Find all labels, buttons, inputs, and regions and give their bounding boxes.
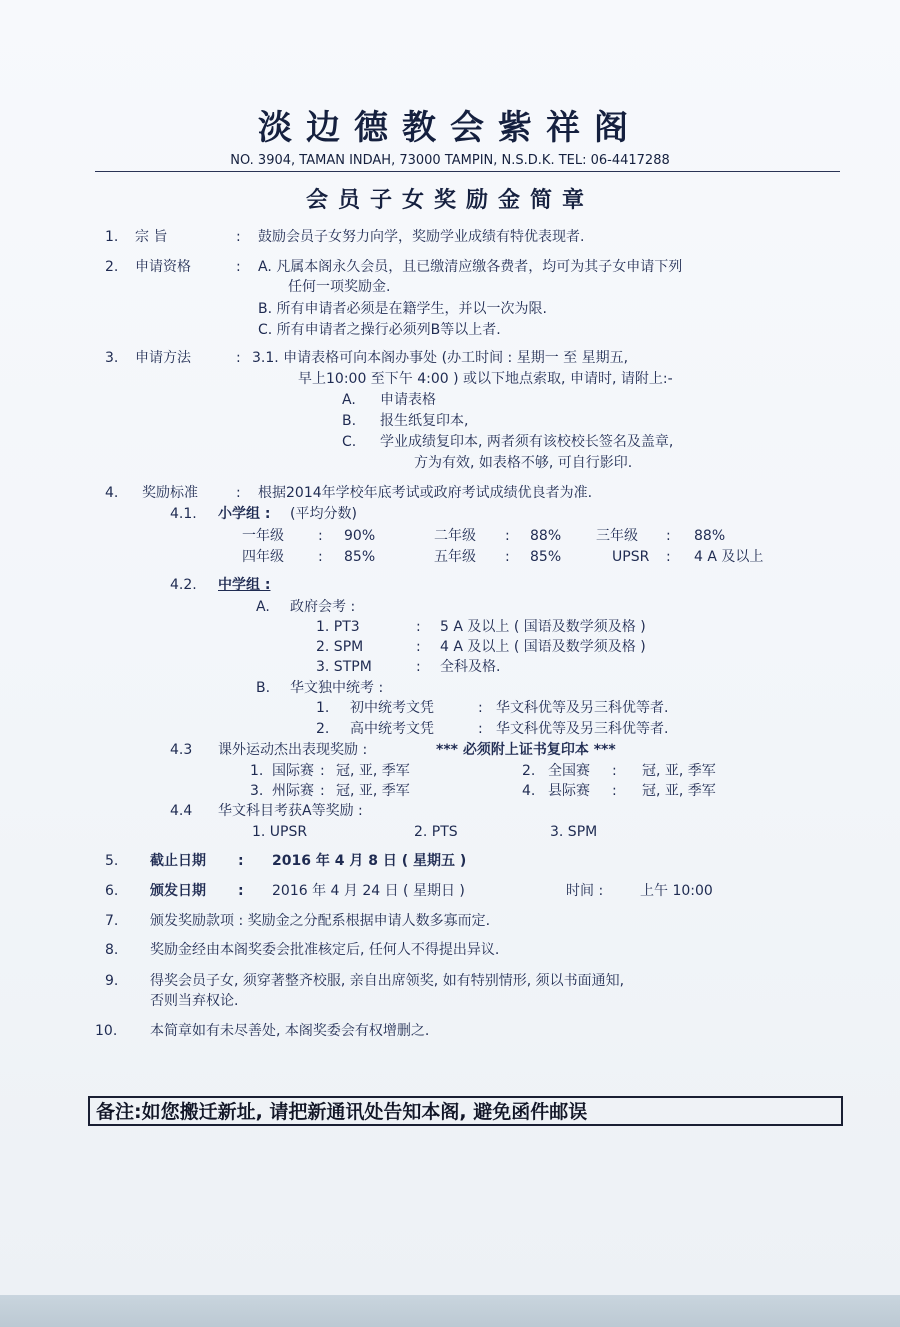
section-3-line-1: 3.1. 申请表格可向本阁办事处 (办工时间 : 星期一 至 星期五,: [252, 350, 629, 366]
section-9-text: 得奖会员子女, 须穿著整齐校服, 亲自出席领奖, 如有特别情形, 须以书面通知,: [150, 973, 625, 989]
sport-awards: 冠, 亚, 季军: [642, 763, 716, 779]
section-4-text: 根据2014年学校年底考试或政府考试成绩优良者为准.: [258, 485, 593, 501]
section-4-1-note: (平均分数): [290, 506, 357, 522]
section-2-item-b: B. 所有申请者必须是在籍学生，并以一次为限.: [258, 301, 547, 317]
section-4-2-a-value: 政府会考 :: [290, 599, 356, 615]
grade-colon: :: [318, 549, 323, 565]
section-4-number: 4.: [105, 485, 119, 501]
award-time: 上午 10:00: [640, 883, 713, 899]
section-2-item-c: C. 所有申请者之操行必须列B等以上者.: [258, 322, 501, 338]
sport-awards: 冠, 亚, 季军: [336, 763, 410, 779]
section-4-label: 奖励标准: [142, 485, 198, 501]
sport-colon: :: [320, 763, 325, 779]
section-4-2-label: 中学组 :: [218, 577, 271, 593]
uec-name: 初中统考文凭: [350, 700, 434, 716]
background-strip: [0, 1295, 900, 1327]
grade-colon: :: [666, 528, 671, 544]
remark-text: 备注:如您搬迁新址, 请把新通讯处告知本阁, 避免函件邮误: [96, 1101, 588, 1123]
section-1-colon: :: [236, 229, 241, 245]
award-date: 2016 年 4 月 24 日 ( 星期日 ): [272, 883, 465, 899]
sport-number: 2.: [522, 763, 536, 779]
section-3-c-value: 学业成绩复印本, 两者须有该校校长签名及盖章,: [380, 434, 674, 450]
section-1-number: 1.: [105, 229, 119, 245]
section-3-a-key: A.: [342, 392, 356, 408]
section-4-2-a-key: A.: [256, 599, 270, 615]
sport-level: 国际赛: [272, 763, 314, 779]
grade-key: 五年级: [434, 549, 476, 565]
sport-awards: 冠, 亚, 季军: [642, 783, 716, 799]
section-3-a-value: 申请表格: [380, 392, 436, 408]
sport-level: 县际赛: [548, 783, 590, 799]
organization-address: NO. 3904, TAMAN INDAH, 73000 TAMPIN, N.S.D.K. TEL: 06-4417288: [230, 153, 670, 168]
section-4-4-number: 4.4: [170, 803, 193, 819]
grade-value: 85%: [530, 549, 562, 565]
sport-awards: 冠, 亚, 季军: [336, 783, 410, 799]
section-2-number: 2.: [105, 259, 119, 275]
gov-exam-requirement: 全科及格.: [440, 659, 501, 675]
grade-value: 4 A 及以上: [694, 549, 764, 565]
section-3-colon: :: [236, 350, 241, 366]
section-4-2-b-value: 华文独中统考 :: [290, 680, 384, 696]
section-2-item-a: A. 凡属本阁永久会员，且已缴清应缴各费者，均可为其子女申请下列: [258, 259, 683, 275]
gov-exam-name: 2. SPM: [316, 639, 364, 655]
section-10-text: 本简章如有未尽善处, 本阁奖委会有权增删之.: [150, 1023, 430, 1039]
section-3-line-2: 早上10:00 至下午 4:00 ) 或以下地点索取, 申请时, 请附上:-: [298, 371, 673, 387]
gov-exam-colon: :: [416, 639, 421, 655]
grade-colon: :: [505, 549, 510, 565]
section-4-3-number: 4.3: [170, 742, 193, 758]
grade-value: 90%: [344, 528, 376, 544]
section-8-text: 奖励金经由本阁奖委会批准核定后, 任何人不得提出异议.: [150, 942, 500, 958]
section-10-number: 10.: [95, 1023, 118, 1039]
grade-colon: :: [318, 528, 323, 544]
gov-exam-requirement: 5 A 及以上 ( 国语及数学须及格 ): [440, 619, 646, 635]
gov-exam-colon: :: [416, 619, 421, 635]
uec-colon: :: [478, 721, 483, 737]
uec-number: 2.: [316, 721, 330, 737]
section-4-1-label: 小学组 :: [218, 506, 271, 522]
section-9-number: 9.: [105, 973, 119, 989]
section-2-label: 申请资格: [135, 259, 191, 275]
section-8-number: 8.: [105, 942, 119, 958]
grade-key: 三年级: [596, 528, 638, 544]
uec-number: 1.: [316, 700, 330, 716]
chinese-exam-item: 1. UPSR: [252, 824, 308, 840]
gov-exam-name: 1. PT3: [316, 619, 360, 635]
uec-colon: :: [478, 700, 483, 716]
deadline-date: 2016 年 4 月 8 日 ( 星期五 ): [272, 853, 467, 869]
section-3-number: 3.: [105, 350, 119, 366]
grade-colon: :: [666, 549, 671, 565]
section-3-c-key: C.: [342, 434, 357, 450]
section-5-colon: :: [238, 853, 244, 869]
grade-value: 88%: [530, 528, 562, 544]
section-4-3-label: 课外运动杰出表现奖励 :: [218, 742, 368, 758]
section-7-number: 7.: [105, 913, 119, 929]
section-3-b-value: 报生纸复印本,: [380, 413, 469, 429]
section-2-item-a-cont: 任何一项奖励金.: [288, 279, 391, 295]
grade-colon: :: [505, 528, 510, 544]
grade-key: 四年级: [242, 549, 284, 565]
chinese-exam-item: 3. SPM: [550, 824, 598, 840]
section-1-text: 鼓励会员子女努力向学，奖励学业成绩有特优表现者.: [258, 229, 585, 245]
section-4-2-number: 4.2.: [170, 577, 197, 593]
grade-key: UPSR: [612, 549, 650, 565]
section-4-2-b-key: B.: [256, 680, 271, 696]
chinese-exam-item: 2. PTS: [414, 824, 458, 840]
section-4-1-number: 4.1.: [170, 506, 197, 522]
uec-name: 高中统考文凭: [350, 721, 434, 737]
gov-exam-requirement: 4 A 及以上 ( 国语及数学须及格 ): [440, 639, 646, 655]
grade-key: 一年级: [242, 528, 284, 544]
grade-value: 85%: [344, 549, 376, 565]
sport-number: 1.: [250, 763, 264, 779]
section-5-number: 5.: [105, 853, 119, 869]
document-title: 会员子女奖励金简章: [305, 188, 594, 213]
section-6-number: 6.: [105, 883, 119, 899]
sport-number: 4.: [522, 783, 536, 799]
section-4-4-label: 华文科目考获A等奖励 :: [218, 803, 363, 819]
uec-requirement: 华文科优等及另三科优等者.: [496, 700, 669, 716]
sport-colon: :: [612, 783, 617, 799]
section-4-3-note: *** 必须附上证书复印本 ***: [436, 742, 616, 758]
award-time-label: 时间 :: [566, 883, 604, 899]
sport-colon: :: [612, 763, 617, 779]
section-9-text-cont: 否则当弃权论.: [150, 993, 239, 1009]
sport-level: 全国赛: [548, 763, 590, 779]
gov-exam-colon: :: [416, 659, 421, 675]
section-3-b-key: B.: [342, 413, 357, 429]
section-7-text: 颁发奖励款项 : 奖励金之分配系根据申请人数多寡而定.: [150, 913, 491, 929]
section-6-label: 颁发日期: [150, 883, 206, 899]
grade-value: 88%: [694, 528, 726, 544]
section-1-label: 宗 旨: [135, 229, 168, 245]
section-2-colon: :: [236, 259, 241, 275]
organization-title: 淡边德教会紫祥阁: [258, 108, 642, 148]
sport-colon: :: [320, 783, 325, 799]
section-5-label: 截止日期: [150, 853, 206, 869]
header-rule: [95, 171, 840, 172]
gov-exam-name: 3. STPM: [316, 659, 372, 675]
remark-box: [88, 1096, 843, 1126]
grade-key: 二年级: [434, 528, 476, 544]
section-3-label: 申请方法: [135, 350, 191, 366]
sport-level: 州际赛: [272, 783, 314, 799]
sport-number: 3.: [250, 783, 264, 799]
section-6-colon: :: [238, 883, 244, 899]
section-3-c-value-cont: 方为有效, 如表格不够, 可自行影印.: [414, 455, 633, 471]
uec-requirement: 华文科优等及另三科优等者.: [496, 721, 669, 737]
section-4-colon: :: [236, 485, 241, 501]
